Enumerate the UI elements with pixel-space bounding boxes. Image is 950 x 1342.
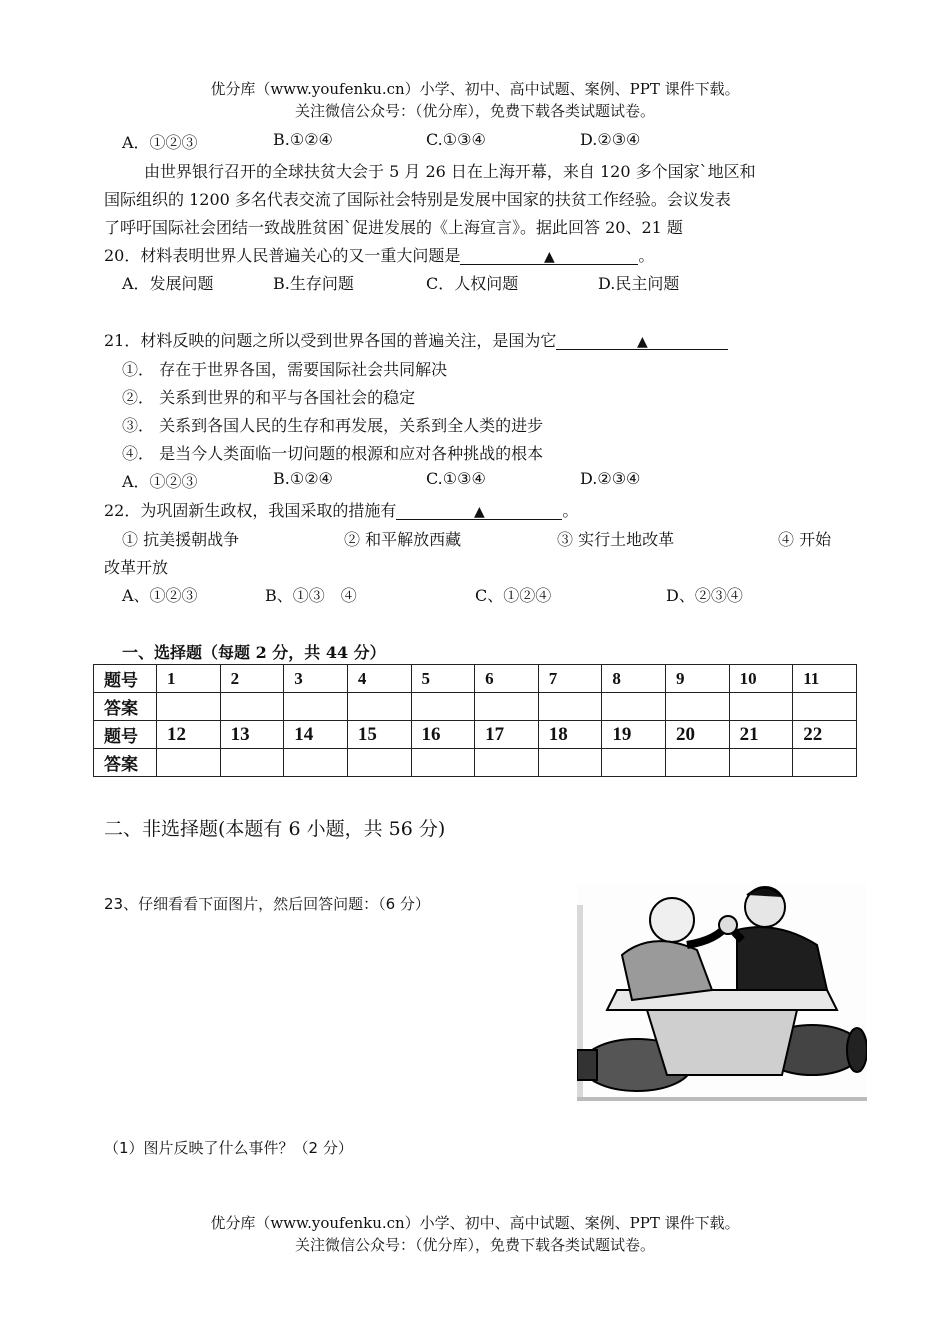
passage-line-3: 了呼吁国际社会团结一致战胜贫困`促进发展的《上海宣言》。据此回答 20、21 题 [104,218,683,237]
section-2-title: 二、非选择题(本题有 6 小题，共 56 分) [104,818,446,840]
header-line-1: 优分库（www.youfenku.cn）小学、初中、高中试题、案例、PPT 课件下载。 [210,80,740,98]
question-number: 10 [729,665,793,693]
q22-option-c: C、①②④ [475,586,552,605]
q21-stem-line [104,328,728,351]
question-number: 17 [475,721,539,749]
q22-marker: ▲ [473,504,485,520]
q19-option-b: B.①②④ [273,130,333,149]
question-number: 16 [411,721,475,749]
question-number: 15 [347,721,411,749]
question-number: 12 [157,721,221,749]
q20-option-d: D.民主问题 [598,274,680,293]
answer-cell[interactable] [793,693,857,721]
header-line-2: 关注微信公众号：（优分库），免费下载各类试题试卷。 [294,102,655,120]
q22-item-3: ③ 实行土地改革 [557,530,675,549]
q22-end: 。 [562,501,579,520]
q21-option-d: D.②③④ [580,469,641,488]
answer-cell[interactable] [284,693,348,721]
answer-cell[interactable] [157,749,221,777]
answer-cell[interactable] [475,693,539,721]
table-row [94,693,857,721]
q21-item-3: ③． 关系到各国人民的生存和再发展，关系到全人类的进步 [122,416,544,435]
q22-item-4-cont: 改革开放 [104,558,169,577]
answer-cell[interactable] [475,749,539,777]
answer-cell[interactable] [347,693,411,721]
answer-cell[interactable] [602,749,666,777]
question-number: 21 [729,721,793,749]
q22-item-4: ④ 开始 [778,530,832,549]
answer-cell[interactable] [666,693,730,721]
q20-option-b: B.生存问题 [273,274,354,293]
answer-cell[interactable] [729,693,793,721]
q23-stem: 23、仔细看看下面图片，然后回答问题：（6 分） [104,895,430,913]
question-number: 13 [220,721,284,749]
q22-option-b: B、①③ ④ [265,586,357,605]
q21-stem: 21．材料反映的问题之所以受到世界各国的普遍关注，是国为它 [104,331,557,350]
question-number: 19 [602,721,666,749]
question-number: 11 [793,665,857,693]
q20-option-a: A．发展问题 [122,274,214,293]
q21-item-4: ④． 是当今人类面临一切问题的根源和应对各种挑战的根本 [122,444,544,463]
answer-cell[interactable] [538,693,602,721]
answer-cell[interactable] [793,749,857,777]
answer-cell[interactable] [411,749,475,777]
q21-answer-blank [556,331,728,350]
answer-cell[interactable] [538,749,602,777]
q20-stem: 20．材料表明世界人民普遍关心的又一重大问题是 [104,246,461,265]
q21-option-b: B.①②④ [273,469,333,488]
q20-stem-line [104,243,654,266]
question-number: 6 [475,665,539,693]
q22-answer-blank [396,501,562,520]
q22-item-1: ① 抗美援朝战争 [122,530,240,549]
answer-table [93,664,857,777]
answer-cell[interactable] [220,749,284,777]
footer-line-2: 关注微信公众号：（优分库），免费下载各类试题试卷。 [294,1236,655,1254]
question-number: 9 [666,665,730,693]
table-row [94,721,857,749]
arm-wrestling-cartoon [577,885,867,1105]
question-number: 22 [793,721,857,749]
q19-option-d: D.②③④ [580,130,641,149]
answer-cell[interactable] [347,749,411,777]
question-number: 1 [157,665,221,693]
q23-sub-question-1: （1）图片反映了什么事件？（2 分） [104,1139,353,1157]
q22-item-2: ② 和平解放西藏 [344,530,462,549]
question-number: 5 [411,665,475,693]
q21-option-a: A．①②③ [122,472,198,491]
q22-option-a: A、①②③ [122,586,198,605]
footer-line-1: 优分库（www.youfenku.cn）小学、初中、高中试题、案例、PPT 课件下载。 [210,1214,740,1232]
q20-end: 。 [638,246,655,265]
question-number: 8 [602,665,666,693]
answer-cell[interactable] [284,749,348,777]
row-label-question: 题号 [94,665,157,693]
q21-marker: ▲ [636,334,648,350]
q22-stem-line [104,498,578,521]
q20-marker: ▲ [543,249,555,265]
answer-cell[interactable] [411,693,475,721]
passage-line-2: 国际组织的 1200 多名代表交流了国际社会特别是发展中国家的扶贫工作经验。会议发表 [104,190,731,209]
question-number: 14 [284,721,348,749]
question-number: 4 [347,665,411,693]
q22-option-d: D、②③④ [666,586,743,605]
question-number: 20 [666,721,730,749]
q20-answer-blank [460,246,638,265]
row-label-question: 题号 [94,721,157,749]
answer-cell[interactable] [220,693,284,721]
clasped-hands [719,916,737,934]
q21-option-c: C.①③④ [426,469,486,488]
row-label-answer: 答案 [94,749,157,777]
answer-cell[interactable] [602,693,666,721]
q22-stem: 22．为巩固新生政权，我国采取的措施有 [104,501,397,520]
row-label-answer: 答案 [94,693,157,721]
question-number: 3 [284,665,348,693]
q20-option-c: C．人权问题 [426,274,519,293]
question-number: 2 [220,665,284,693]
q21-item-1: ①． 存在于世界各国，需要国际社会共同解决 [122,360,448,379]
question-number: 7 [538,665,602,693]
table-row [94,749,857,777]
section-1-title: 一、选择题（每题 2 分，共 44 分） [122,643,386,662]
question-number: 18 [538,721,602,749]
passage-line-1: 由世界银行召开的全球扶贫大会于 5 月 26 日在上海开幕，来自 120 多个国家`地区和 [144,162,756,181]
q21-item-2: ②． 关系到世界的和平与各国社会的稳定 [122,388,416,407]
table-row [94,665,857,693]
answer-cell[interactable] [729,749,793,777]
answer-cell[interactable] [157,693,221,721]
q19-option-a: A．①②③ [122,133,198,152]
answer-cell[interactable] [666,749,730,777]
q19-option-c: C.①③④ [426,130,486,149]
